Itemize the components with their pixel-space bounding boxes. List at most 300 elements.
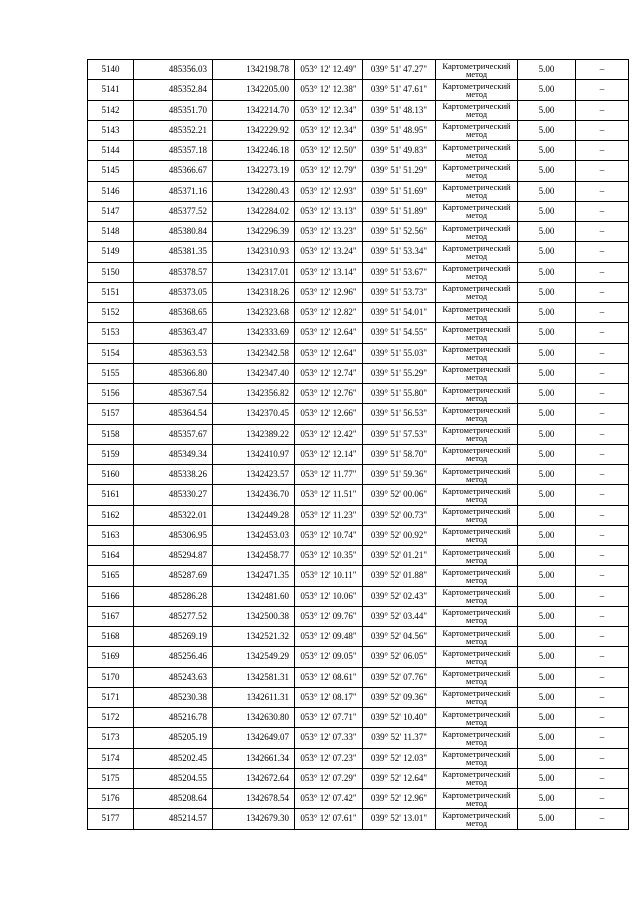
x-coordinate-cell: 485357.67 <box>134 424 213 444</box>
description-cell: – <box>576 566 629 586</box>
table-row <box>88 181 629 201</box>
point-number-cell: 5162 <box>88 505 134 525</box>
method-line-1: Картометрический <box>442 344 511 355</box>
method-line-1: Картометрический <box>442 404 511 415</box>
point-number-cell: 5163 <box>88 525 134 545</box>
y-coordinate-cell: 1342229.92 <box>213 120 295 140</box>
method-line-1: Картометрический <box>442 728 511 739</box>
y-coordinate-cell: 1342310.93 <box>213 242 295 262</box>
table-row <box>88 201 629 221</box>
longitude-cell: 039° 52' 06.05" <box>363 647 436 667</box>
method-line-1: Картометрический <box>442 242 511 253</box>
method-cell <box>436 566 518 586</box>
x-coordinate-cell: 485357.18 <box>134 141 213 161</box>
method-line-2: метод <box>465 149 488 160</box>
x-coordinate-cell: 485306.95 <box>134 525 213 545</box>
method-line-2: метод <box>465 716 488 727</box>
x-coordinate-cell: 485277.52 <box>134 606 213 626</box>
method-cell <box>436 60 518 80</box>
longitude-cell: 039° 52' 02.43" <box>363 586 436 606</box>
longitude-cell: 039° 51' 54.01" <box>363 303 436 323</box>
table-row <box>88 505 629 525</box>
point-number-cell: 5158 <box>88 424 134 444</box>
method-cell <box>436 262 518 282</box>
table-row <box>88 687 629 707</box>
x-coordinate-cell: 485363.47 <box>134 323 213 343</box>
description-cell: – <box>576 667 629 687</box>
longitude-cell: 039° 52' 00.06" <box>363 485 436 505</box>
method-line-1: Картометрический <box>442 263 511 274</box>
method-line-2: метод <box>465 190 488 201</box>
x-coordinate-cell: 485378.57 <box>134 262 213 282</box>
y-coordinate-cell: 1342611.31 <box>213 687 295 707</box>
accuracy-cell: 5.00 <box>518 100 576 120</box>
x-coordinate-cell: 485366.67 <box>134 161 213 181</box>
method-cell <box>436 120 518 140</box>
method-cell <box>436 485 518 505</box>
method-line-2: метод <box>465 352 488 363</box>
y-coordinate-cell: 1342500.38 <box>213 606 295 626</box>
accuracy-cell: 5.00 <box>518 323 576 343</box>
longitude-cell: 039° 52' 12.96" <box>363 789 436 809</box>
method-cell <box>436 789 518 809</box>
table-row <box>88 627 629 647</box>
point-number-cell: 5154 <box>88 343 134 363</box>
method-cell <box>436 384 518 404</box>
x-coordinate-cell: 485338.26 <box>134 465 213 485</box>
method-line-2: метод <box>465 291 488 302</box>
latitude-cell: 053° 12' 12.66" <box>295 404 363 424</box>
accuracy-cell: 5.00 <box>518 343 576 363</box>
method-cell <box>436 728 518 748</box>
accuracy-cell: 5.00 <box>518 201 576 221</box>
table-row <box>88 444 629 464</box>
method-cell <box>436 444 518 464</box>
latitude-cell: 053° 12' 07.33" <box>295 728 363 748</box>
description-cell: – <box>576 444 629 464</box>
table-row <box>88 424 629 444</box>
y-coordinate-cell: 1342296.39 <box>213 222 295 242</box>
y-coordinate-cell: 1342246.18 <box>213 141 295 161</box>
x-coordinate-cell: 485367.54 <box>134 384 213 404</box>
latitude-cell: 053° 12' 10.74" <box>295 525 363 545</box>
accuracy-cell: 5.00 <box>518 627 576 647</box>
description-cell: – <box>576 809 629 829</box>
longitude-cell: 039° 51' 47.27" <box>363 60 436 80</box>
point-number-cell: 5146 <box>88 181 134 201</box>
accuracy-cell: 5.00 <box>518 505 576 525</box>
longitude-cell: 039° 52' 04.56" <box>363 627 436 647</box>
point-number-cell: 5155 <box>88 363 134 383</box>
method-line-1: Картометрический <box>442 526 511 537</box>
method-line-2: метод <box>465 311 488 322</box>
description-cell: – <box>576 323 629 343</box>
longitude-cell: 039° 52' 01.88" <box>363 566 436 586</box>
method-line-1: Картометрический <box>442 627 511 638</box>
latitude-cell: 053° 12' 11.77" <box>295 465 363 485</box>
accuracy-cell: 5.00 <box>518 222 576 242</box>
longitude-cell: 039° 51' 55.03" <box>363 343 436 363</box>
accuracy-cell: 5.00 <box>518 809 576 829</box>
x-coordinate-cell: 485380.84 <box>134 222 213 242</box>
method-cell <box>436 404 518 424</box>
latitude-cell: 053° 12' 08.61" <box>295 667 363 687</box>
x-coordinate-cell: 485205.19 <box>134 728 213 748</box>
y-coordinate-cell: 1342198.78 <box>213 60 295 80</box>
point-number-cell: 5164 <box>88 546 134 566</box>
method-line-2: метод <box>465 817 488 828</box>
y-coordinate-cell: 1342678.54 <box>213 789 295 809</box>
point-number-cell: 5172 <box>88 708 134 728</box>
method-cell <box>436 546 518 566</box>
method-line-1: Картометрический <box>442 789 511 800</box>
description-cell: – <box>576 465 629 485</box>
y-coordinate-cell: 1342581.31 <box>213 667 295 687</box>
x-coordinate-cell: 485286.28 <box>134 586 213 606</box>
method-line-1: Картометрический <box>442 688 511 699</box>
method-line-2: метод <box>465 250 488 261</box>
y-coordinate-cell: 1342661.34 <box>213 748 295 768</box>
longitude-cell: 039° 51' 48.13" <box>363 100 436 120</box>
method-cell <box>436 141 518 161</box>
table-row <box>88 262 629 282</box>
method-line-1: Картометрический <box>442 485 511 496</box>
y-coordinate-cell: 1342323.68 <box>213 303 295 323</box>
longitude-cell: 039° 52' 11.37" <box>363 728 436 748</box>
latitude-cell: 053° 12' 12.42" <box>295 424 363 444</box>
method-line-2: метод <box>465 210 488 221</box>
table-row <box>88 80 629 100</box>
longitude-cell: 039° 51' 47.61" <box>363 80 436 100</box>
longitude-cell: 039° 51' 53.34" <box>363 242 436 262</box>
method-line-1: Картометрический <box>442 425 511 436</box>
latitude-cell: 053° 12' 12.50" <box>295 141 363 161</box>
latitude-cell: 053° 12' 12.93" <box>295 181 363 201</box>
y-coordinate-cell: 1342318.26 <box>213 282 295 302</box>
longitude-cell: 039° 52' 07.76" <box>363 667 436 687</box>
table-row <box>88 546 629 566</box>
point-number-cell: 5141 <box>88 80 134 100</box>
x-coordinate-cell: 485269.19 <box>134 627 213 647</box>
accuracy-cell: 5.00 <box>518 708 576 728</box>
x-coordinate-cell: 485216.78 <box>134 708 213 728</box>
accuracy-cell: 5.00 <box>518 606 576 626</box>
point-number-cell: 5160 <box>88 465 134 485</box>
method-line-2: метод <box>465 574 488 585</box>
description-cell: – <box>576 222 629 242</box>
description-cell: – <box>576 100 629 120</box>
longitude-cell: 039° 51' 55.29" <box>363 363 436 383</box>
accuracy-cell: 5.00 <box>518 60 576 80</box>
x-coordinate-cell: 485377.52 <box>134 201 213 221</box>
method-cell <box>436 465 518 485</box>
latitude-cell: 053° 12' 12.14" <box>295 444 363 464</box>
latitude-cell: 053° 12' 10.06" <box>295 586 363 606</box>
x-coordinate-cell: 485202.45 <box>134 748 213 768</box>
method-line-2: метод <box>465 68 488 79</box>
latitude-cell: 053° 12' 12.64" <box>295 323 363 343</box>
method-line-2: метод <box>465 676 488 687</box>
accuracy-cell: 5.00 <box>518 789 576 809</box>
method-line-2: метод <box>465 736 488 747</box>
point-number-cell: 5159 <box>88 444 134 464</box>
y-coordinate-cell: 1342333.69 <box>213 323 295 343</box>
point-number-cell: 5175 <box>88 768 134 788</box>
table-row <box>88 809 629 829</box>
method-cell <box>436 748 518 768</box>
x-coordinate-cell: 485352.21 <box>134 120 213 140</box>
method-line-1: Картометрический <box>442 708 511 719</box>
latitude-cell: 053° 12' 13.24" <box>295 242 363 262</box>
point-number-cell: 5149 <box>88 242 134 262</box>
x-coordinate-cell: 485363.53 <box>134 343 213 363</box>
table-row <box>88 465 629 485</box>
method-cell <box>436 586 518 606</box>
accuracy-cell: 5.00 <box>518 141 576 161</box>
y-coordinate-cell: 1342630.80 <box>213 708 295 728</box>
method-cell <box>436 687 518 707</box>
method-line-2: метод <box>465 615 488 626</box>
x-coordinate-cell: 485287.69 <box>134 566 213 586</box>
y-coordinate-cell: 1342471.35 <box>213 566 295 586</box>
longitude-cell: 039° 52' 13.01" <box>363 809 436 829</box>
table-row <box>88 525 629 545</box>
y-coordinate-cell: 1342453.03 <box>213 525 295 545</box>
method-line-2: метод <box>465 473 488 484</box>
method-line-2: метод <box>465 412 488 423</box>
x-coordinate-cell: 485381.35 <box>134 242 213 262</box>
method-cell <box>436 505 518 525</box>
method-line-1: Картометрический <box>442 587 511 598</box>
longitude-cell: 039° 51' 59.36" <box>363 465 436 485</box>
y-coordinate-cell: 1342436.70 <box>213 485 295 505</box>
method-line-2: метод <box>465 595 488 606</box>
y-coordinate-cell: 1342649.07 <box>213 728 295 748</box>
y-coordinate-cell: 1342342.58 <box>213 343 295 363</box>
longitude-cell: 039° 51' 51.69" <box>363 181 436 201</box>
accuracy-cell: 5.00 <box>518 586 576 606</box>
accuracy-cell: 5.00 <box>518 687 576 707</box>
longitude-cell: 039° 51' 57.53" <box>363 424 436 444</box>
accuracy-cell: 5.00 <box>518 80 576 100</box>
description-cell: – <box>576 687 629 707</box>
method-line-2: метод <box>465 493 488 504</box>
y-coordinate-cell: 1342389.22 <box>213 424 295 444</box>
method-line-2: метод <box>465 534 488 545</box>
longitude-cell: 039° 52' 00.73" <box>363 505 436 525</box>
method-cell <box>436 303 518 323</box>
point-number-cell: 5167 <box>88 606 134 626</box>
x-coordinate-cell: 485256.46 <box>134 647 213 667</box>
latitude-cell: 053° 12' 11.23" <box>295 505 363 525</box>
y-coordinate-cell: 1342449.28 <box>213 505 295 525</box>
x-coordinate-cell: 485373.05 <box>134 282 213 302</box>
y-coordinate-cell: 1342280.43 <box>213 181 295 201</box>
longitude-cell: 039° 51' 54.55" <box>363 323 436 343</box>
method-cell <box>436 343 518 363</box>
description-cell: – <box>576 728 629 748</box>
description-cell: – <box>576 404 629 424</box>
y-coordinate-cell: 1342205.00 <box>213 80 295 100</box>
table-row <box>88 343 629 363</box>
description-cell: – <box>576 485 629 505</box>
latitude-cell: 053° 12' 11.51" <box>295 485 363 505</box>
table-row <box>88 120 629 140</box>
y-coordinate-cell: 1342356.82 <box>213 384 295 404</box>
table-row <box>88 708 629 728</box>
method-line-1: Картометрический <box>442 202 511 213</box>
accuracy-cell: 5.00 <box>518 262 576 282</box>
method-line-2: метод <box>465 271 488 282</box>
description-cell: – <box>576 748 629 768</box>
method-line-2: метод <box>465 554 488 565</box>
accuracy-cell: 5.00 <box>518 667 576 687</box>
description-cell: – <box>576 525 629 545</box>
point-number-cell: 5176 <box>88 789 134 809</box>
method-cell <box>436 708 518 728</box>
description-cell: – <box>576 60 629 80</box>
method-line-1: Картометрический <box>442 121 511 132</box>
method-line-1: Картометрический <box>442 141 511 152</box>
point-number-cell: 5170 <box>88 667 134 687</box>
point-number-cell: 5177 <box>88 809 134 829</box>
description-cell: – <box>576 505 629 525</box>
coordinates-table <box>87 59 629 830</box>
description-cell: – <box>576 546 629 566</box>
longitude-cell: 039° 51' 58.70" <box>363 444 436 464</box>
x-coordinate-cell: 485356.03 <box>134 60 213 80</box>
accuracy-cell: 5.00 <box>518 566 576 586</box>
longitude-cell: 039° 52' 00.92" <box>363 525 436 545</box>
method-line-2: метод <box>465 88 488 99</box>
table-row <box>88 303 629 323</box>
table-row <box>88 222 629 242</box>
method-line-2: метод <box>465 392 488 403</box>
method-cell <box>436 282 518 302</box>
method-line-1: Картометрический <box>442 607 511 618</box>
description-cell: – <box>576 424 629 444</box>
point-number-cell: 5168 <box>88 627 134 647</box>
accuracy-cell: 5.00 <box>518 384 576 404</box>
latitude-cell: 053° 12' 12.76" <box>295 384 363 404</box>
latitude-cell: 053° 12' 07.29" <box>295 768 363 788</box>
method-line-1: Картометрический <box>442 182 511 193</box>
latitude-cell: 053° 12' 12.82" <box>295 303 363 323</box>
method-line-2: метод <box>465 372 488 383</box>
table-body <box>88 60 629 830</box>
table-row <box>88 566 629 586</box>
longitude-cell: 039° 52' 09.36" <box>363 687 436 707</box>
table-row <box>88 100 629 120</box>
latitude-cell: 053° 12' 13.13" <box>295 201 363 221</box>
point-number-cell: 5151 <box>88 282 134 302</box>
method-cell <box>436 181 518 201</box>
point-number-cell: 5150 <box>88 262 134 282</box>
method-line-2: метод <box>465 797 488 808</box>
point-number-cell: 5156 <box>88 384 134 404</box>
method-cell <box>436 363 518 383</box>
longitude-cell: 039° 51' 53.67" <box>363 262 436 282</box>
accuracy-cell: 5.00 <box>518 120 576 140</box>
description-cell: – <box>576 161 629 181</box>
table-row <box>88 141 629 161</box>
method-line-2: метод <box>465 129 488 140</box>
x-coordinate-cell: 485330.27 <box>134 485 213 505</box>
table-row <box>88 789 629 809</box>
method-line-2: метод <box>465 655 488 666</box>
method-line-1: Картометрический <box>442 161 511 172</box>
method-cell <box>436 809 518 829</box>
point-number-cell: 5142 <box>88 100 134 120</box>
y-coordinate-cell: 1342458.77 <box>213 546 295 566</box>
accuracy-cell: 5.00 <box>518 424 576 444</box>
description-cell: – <box>576 384 629 404</box>
point-number-cell: 5143 <box>88 120 134 140</box>
method-cell <box>436 667 518 687</box>
method-line-1: Картометрический <box>442 809 511 820</box>
method-line-2: метод <box>465 696 488 707</box>
longitude-cell: 039° 52' 12.64" <box>363 768 436 788</box>
point-number-cell: 5148 <box>88 222 134 242</box>
accuracy-cell: 5.00 <box>518 242 576 262</box>
method-line-1: Картометрический <box>442 323 511 334</box>
description-cell: – <box>576 141 629 161</box>
x-coordinate-cell: 485349.34 <box>134 444 213 464</box>
method-line-1: Картометрический <box>442 647 511 658</box>
longitude-cell: 039° 51' 51.89" <box>363 201 436 221</box>
description-cell: – <box>576 242 629 262</box>
y-coordinate-cell: 1342273.19 <box>213 161 295 181</box>
point-number-cell: 5140 <box>88 60 134 80</box>
method-line-1: Картометрический <box>442 668 511 679</box>
x-coordinate-cell: 485364.54 <box>134 404 213 424</box>
method-line-2: метод <box>465 635 488 646</box>
description-cell: – <box>576 789 629 809</box>
latitude-cell: 053° 12' 09.48" <box>295 627 363 647</box>
point-number-cell: 5161 <box>88 485 134 505</box>
latitude-cell: 053° 12' 08.17" <box>295 687 363 707</box>
method-line-1: Картометрический <box>442 60 511 71</box>
point-number-cell: 5153 <box>88 323 134 343</box>
method-line-1: Картометрический <box>442 566 511 577</box>
x-coordinate-cell: 485230.38 <box>134 687 213 707</box>
table-row <box>88 606 629 626</box>
method-line-1: Картометрический <box>442 222 511 233</box>
accuracy-cell: 5.00 <box>518 181 576 201</box>
method-cell <box>436 80 518 100</box>
description-cell: – <box>576 120 629 140</box>
table-row <box>88 586 629 606</box>
method-line-1: Картометрический <box>442 101 511 112</box>
table-row <box>88 161 629 181</box>
y-coordinate-cell: 1342347.40 <box>213 363 295 383</box>
method-line-2: метод <box>465 777 488 788</box>
table-row <box>88 323 629 343</box>
table-row <box>88 728 629 748</box>
x-coordinate-cell: 485294.87 <box>134 546 213 566</box>
latitude-cell: 053° 12' 09.05" <box>295 647 363 667</box>
accuracy-cell: 5.00 <box>518 647 576 667</box>
method-line-2: метод <box>465 169 488 180</box>
method-line-1: Картометрический <box>442 749 511 760</box>
y-coordinate-cell: 1342679.30 <box>213 809 295 829</box>
accuracy-cell: 5.00 <box>518 465 576 485</box>
description-cell: – <box>576 768 629 788</box>
method-line-2: метод <box>465 109 488 120</box>
table-row <box>88 60 629 80</box>
x-coordinate-cell: 485322.01 <box>134 505 213 525</box>
method-cell <box>436 242 518 262</box>
